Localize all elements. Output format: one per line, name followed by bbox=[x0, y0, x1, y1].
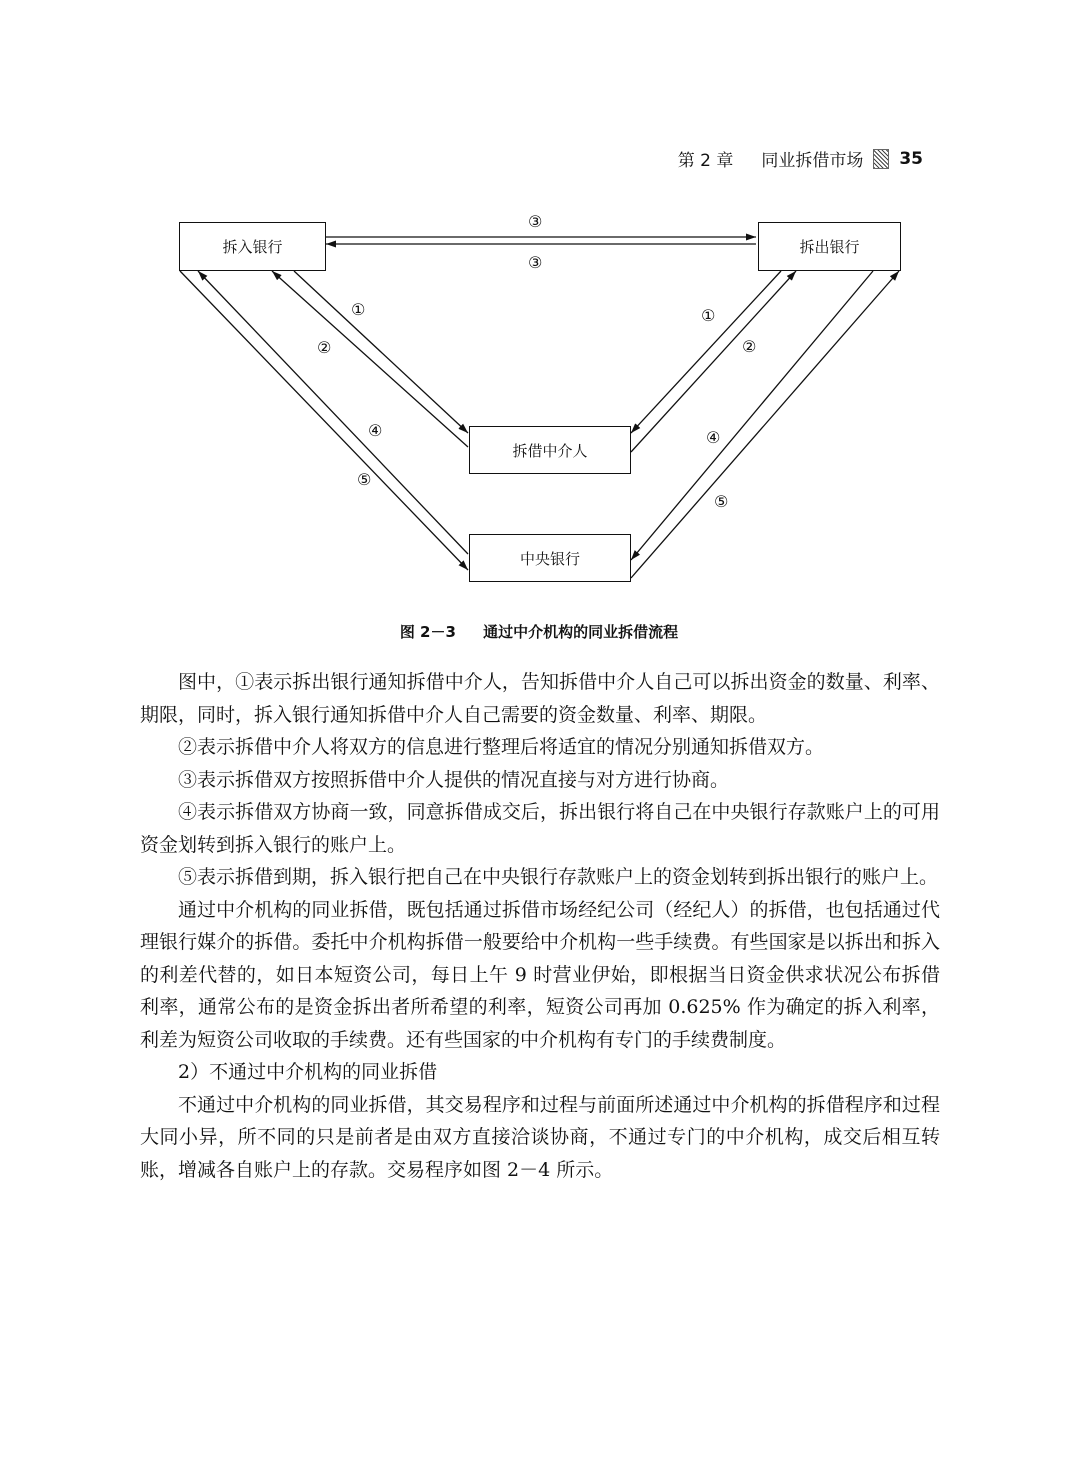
paragraph-direct-lending: 不通过中介机构的同业拆借，其交易程序和过程与前面所述通过中介机构的拆借程序和过程大同小异，所不同的只是前者是由双方直接洽谈协商，不通过专门的中介机构，成交后相互转账，增减各自账户上的存款。交易程序如图 2－4 所示。 bbox=[140, 1093, 940, 1181]
step-label-right-5: ⑤ bbox=[714, 492, 729, 511]
paragraph-step-1: 图中，①表示拆出银行通知拆借中介人，告知拆借中介人自己可以拆出资金的数量、利率、期限，同时，拆入银行通知拆借中介人自己需要的资金数量、利率、期限。 bbox=[140, 671, 940, 726]
central-bank-label: 中央银行 bbox=[519, 549, 580, 568]
paragraph-step-5: ⑤表示拆借到期，拆入银行把自己在中央银行存款账户上的资金划转到拆出银行的账户上。 bbox=[178, 866, 939, 888]
intermediary-box bbox=[469, 426, 631, 474]
figure-title: 通过中介机构的同业拆借流程 bbox=[483, 623, 679, 641]
paragraph-step-4: ④表示拆借双方协商一致，同意拆借成交后，拆出银行将自己在中央银行存款账户上的可用资金划转到拆入银行的账户上。 bbox=[140, 801, 940, 856]
borrowing-bank-box bbox=[179, 222, 326, 271]
borrowing-bank-label: 拆入银行 bbox=[222, 238, 283, 256]
interbank-lending-flow-diagram bbox=[0, 0, 1078, 600]
step-label-right-2: ② bbox=[742, 337, 757, 356]
page-number: 35 bbox=[899, 148, 923, 169]
step-label-top-upper: ③ bbox=[528, 212, 543, 231]
arrow-2-intermediary-to-lending bbox=[631, 271, 796, 452]
subsection-heading: 2）不通过中介机构的同业拆借 bbox=[178, 1061, 438, 1083]
arrow-4-lending-to-central bbox=[631, 271, 873, 560]
intermediary-label: 拆借中介人 bbox=[512, 441, 588, 460]
chapter-title: 同业拆借市场 bbox=[761, 151, 864, 171]
step-label-left-4: ④ bbox=[368, 421, 383, 440]
arrow-4-central-to-borrowing bbox=[198, 271, 468, 554]
step-label-left-1: ① bbox=[351, 300, 366, 319]
figure-caption bbox=[0, 621, 1078, 642]
step-label-right-1: ① bbox=[701, 306, 716, 325]
step-label-top-lower: ③ bbox=[528, 253, 543, 272]
paragraph-intermediary-fees: 通过中介机构的同业拆借，既包括通过拆借市场经纪公司（经纪人）的拆借，也包括通过代理银行媒介的拆借。委托中介机构拆借一般要给中介机构一些手续费。有些国家是以拆出和拆入的利差代替的，如日本短资公司，每日上午 9 时营业伊始，即根据当日资金供求状况公布拆借利率，通常公布的是资金拆出者所希望的利率，短资公司再加 0.625% 作为确定的拆入利率，利差为短资公司收取的手续费。还有些国家的中介机构有专门的手续费制度。 bbox=[140, 898, 940, 1051]
step-label-left-2: ② bbox=[317, 338, 332, 357]
paragraph-step-2: ②表示拆借中介人将双方的信息进行整理后将适宜的情况分别通知拆借双方。 bbox=[178, 736, 825, 758]
lending-bank-label: 拆出银行 bbox=[799, 238, 860, 256]
figure-number: 图 2－3 bbox=[399, 623, 456, 641]
step-label-right-4: ④ bbox=[706, 428, 721, 447]
arrow-5-central-to-lending bbox=[631, 271, 899, 578]
step-label-left-5: ⑤ bbox=[357, 470, 372, 489]
diagram-arrows bbox=[0, 0, 1078, 600]
chapter-number: 第 2 章 bbox=[677, 151, 734, 171]
central-bank-box bbox=[469, 534, 631, 582]
arrow-5-borrowing-to-central bbox=[180, 271, 468, 570]
lending-bank-box bbox=[758, 222, 901, 271]
body-text bbox=[140, 666, 940, 1186]
paragraph-step-3: ③表示拆借双方按照拆借中介人提供的情况直接与对方进行协商。 bbox=[178, 768, 730, 791]
